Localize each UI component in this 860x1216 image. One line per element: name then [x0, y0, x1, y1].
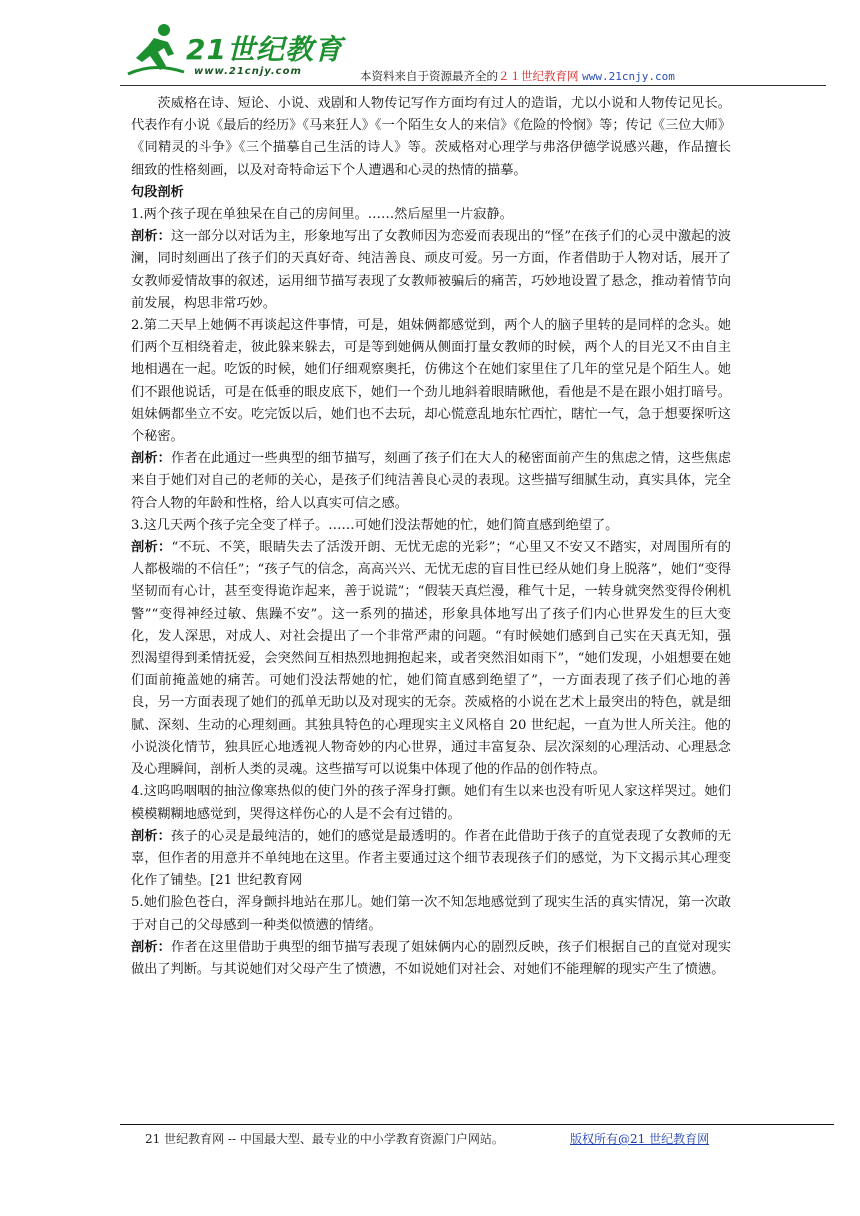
footer-copyright-link[interactable]: 版权所有@21 世纪教育网 — [570, 1132, 710, 1146]
intro-paragraph: 茨威格在诗、短论、小说、戏剧和人物传记写作方面均有过人的造诣，尤以小说和人物传记见长。代表作有小说《最后的经历》《马来狂人》《一个陌生女人的来信》《危险的怜悯》等；传记《三位大师》《同精灵的斗争》《三个描摹自己生活的诗人》等。茨威格对心理学与弗洛伊德学说感兴趣，作品擅长细致的性格刻画，以及对奇特命运下个人遭遇和心灵的热情的描摹。 — [131, 96, 732, 178]
footer-site-description: 21 世纪教育网 -- 中国最大型、最专业的中小学教育资源门户网站。 — [145, 1132, 504, 1146]
analysis-label: 剖析： — [131, 229, 171, 245]
document-body — [131, 93, 731, 981]
analysis-3 — [131, 537, 731, 781]
analysis-text: 孩子的心灵是最纯洁的，她们的感觉是最透明的。作者在此借助于孩子的直觉表现了女教师的无辜，但作者的用意并不单纯地在这里。作者主要通过这个细节表现孩子们的感觉，为下文揭示其心理变化作了铺垫。[21 世纪教育网 — [131, 828, 732, 889]
quote-1: 1.两个孩子现在单独呆在自己的房间里。……然后屋里一片寂静。 — [131, 207, 513, 223]
analysis-2 — [131, 448, 731, 515]
quote-4: 4.这呜呜咽咽的抽泣像寒热似的使门外的孩子浑身打颤。她们有生以来也没有听见人家这样哭过。她们模模糊糊地感觉到，哭得这样伤心的人是不会有过错的。 — [131, 784, 731, 822]
analysis-label: 剖析： — [131, 451, 172, 467]
analysis-4 — [131, 826, 731, 893]
site-logo[interactable] — [124, 22, 354, 84]
quote-2: 2.第二天早上她俩不再谈起这件事情，可是，姐妹俩都感觉到，两个人的脑子里转的是同样的念头。她们两个互相绕着走，彼此躲来躲去，可是等到她俩从侧面打量女教师的时候，两个人的目光又不由自主地相遇在一起。吃饭的时候，她们仔细观察奥托，仿佛这个在她们家里住了几年的堂兄是个陌生人。她们不跟他说话，可是在低垂的眼皮底下，她们一个劲儿地斜着眼睛瞅他，看他是不是在跟小姐打暗号。姐妹俩都坐立不安。吃完饭以后，她们也不去玩，却心慌意乱地东忙西忙，瞎忙一气，急于想要探听这个秘密。 — [131, 318, 731, 445]
section-title: 句段剖析 — [131, 184, 184, 200]
analysis-5 — [131, 937, 731, 981]
header-note-prefix: 本资料来自于资源最齐全的 — [360, 69, 498, 83]
analysis-text: 这一部分以对话为主，形象地写出了女教师因为恋爱而表现出的“怪”在孩子们的心灵中激起的波澜，同时刻画出了孩子们的天真好奇、纯洁善良、顽皮可爱。另一方面，作者借助于人物对话，展开了女教师爱情故事的叙述，运用细节描写表现了女教师被骗后的痛苦，巧妙地设置了悬念，推动着情节向前发展，构思非常巧妙。 — [131, 229, 731, 311]
analysis-text: 作者在这里借助于典型的细节描写表现了姐妹俩内心的剧烈反映，孩子们根据自己的直觉对现实做出了判断。与其说她们对父母产生了愤懑，不如说她们对社会、对她们不能理解的现实产生了愤懑。 — [131, 939, 732, 977]
page-header — [0, 0, 860, 92]
runner-icon — [124, 22, 188, 82]
analysis-label: 剖析： — [131, 939, 172, 955]
header-site-url[interactable]: www.21cnjy.com — [582, 70, 675, 83]
footer-divider — [120, 1124, 834, 1125]
logo-title: 21世纪教育 — [186, 33, 343, 66]
analysis-label: 剖析： — [131, 540, 172, 556]
header-site-name[interactable]: ２１世纪教育网 — [498, 69, 579, 83]
analysis-text: 作者在此通过一些典型的细节描写，刻画了孩子们在大人的秘密面前产生的焦虑之情，这些焦虑来自于她们对自己的老师的关心，是孩子们纯洁善良心灵的表现。这些描写细腻生动，真实具体，完全符合人物的年龄和性格，给人以真实可信之感。 — [131, 451, 732, 511]
quote-3: 3.这几天两个孩子完全变了样子。……可她们没法帮她的忙，她们简直感到绝望了。 — [131, 517, 619, 533]
header-divider — [120, 85, 826, 86]
header-source-note — [360, 68, 675, 84]
analysis-1 — [131, 226, 731, 315]
quote-5: 5.她们脸色苍白，浑身颤抖地站在那儿。她们第一次不知怎地感觉到了现实生活的真实情况，第一次敢于对自己的父母感到一种类似愤懑的情绪。 — [131, 895, 731, 933]
analysis-text: “不玩、不笑，眼睛失去了活泼开朗、无忧无虑的光彩”；“心里又不安又不踏实，对周围所有的人都极端的不信任”；“孩子气的信念，高高兴兴、无忧无虑的盲目性已经从她们身上脱落”，她们“变得坚韧而有心计，甚至变得诡诈起来，善于说谎”；“假装天真烂漫，稚气十足，一转身就突然变得伶俐机警”“变得神经过敏、焦躁不安”。这一系列的描述，形象具体地写出了孩子们内心世界发生的巨大变化，发人深思，对成人、对社会提出了一个非常严肃的问题。“有时候她们感到自己实在天真无知，强烈渴望得到柔情抚爱，会突然间互相热烈地拥抱起来，或者突然泪如雨下”，“她们发现，小姐想要在她们面前掩盖她的痛苦。可她们没法帮她的忙，她们简直感到绝望了”，一方面表现了孩子们心地的善良，另一方面表现了她们的孤单无助以及对现实的无奈。茨威格的小说在艺术上最突出的特色，就是细腻、深刻、生动的心理刻画。其独具特色的心理现实主义风格自 20 世纪起，一直为世人所关注。他的小说淡化情节，独具匠心地透视人物奇妙的内心世界，通过丰富复杂、层次深刻的心理活动、心理悬念及心理瞬间，剖析人类的灵魂。这些描写可以说集中体现了他的作品的创作特点。 — [131, 540, 731, 778]
analysis-label: 剖析： — [131, 828, 172, 844]
logo-url: www.21cnjy.com — [194, 66, 302, 77]
